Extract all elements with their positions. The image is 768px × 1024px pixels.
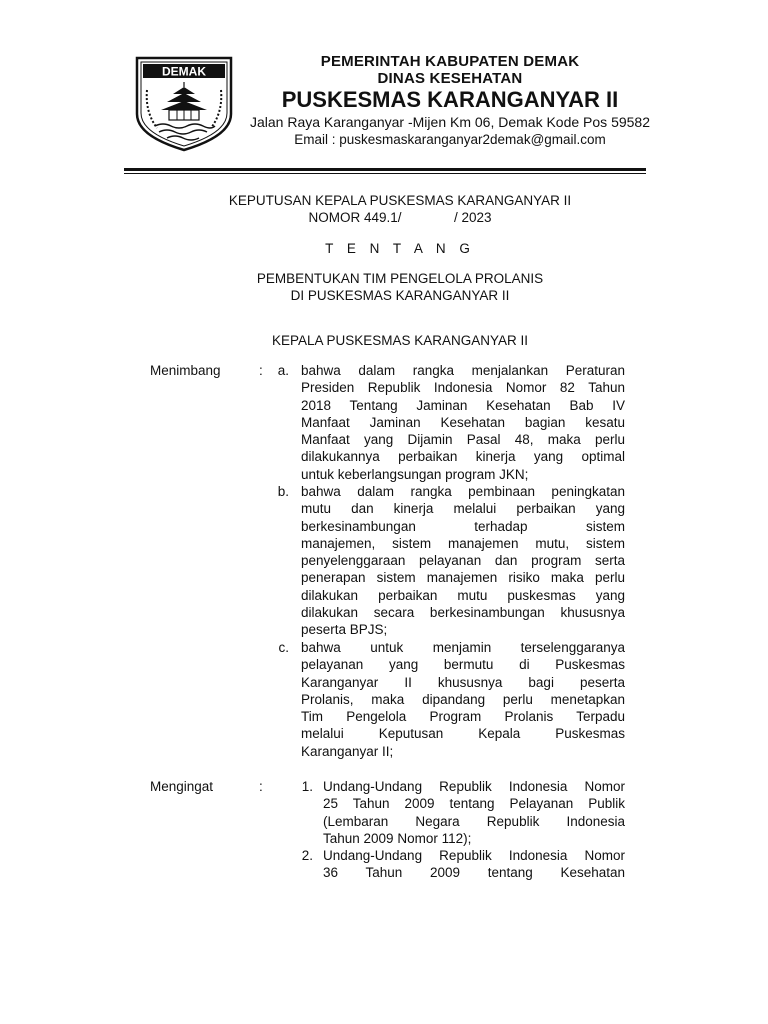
letterhead-rule-thick	[124, 168, 646, 171]
text-line: untuk keberlangsungan program JKN;	[301, 466, 529, 482]
text-line: mutu dan kinerja melalui perbaikan yang	[301, 501, 625, 517]
text-line: penerapan sistem manajemen risiko maka perlu	[301, 570, 625, 586]
text-line: penyelenggaraan pelayanan dan program serta	[301, 553, 625, 569]
text-line: bahwa dalam rangka pembinaan peningkatan	[301, 484, 625, 499]
menimbang-item-c	[301, 639, 625, 760]
mengingat-item-1	[323, 778, 625, 847]
text-line: 36 Tahun 2009 tentang Kesehatan	[323, 865, 625, 881]
decree-subject-line2: DI PUSKESMAS KARANGANYAR II	[290, 288, 510, 303]
menimbang-marker-b: b.	[277, 484, 289, 499]
text-line: Presiden Republik Indonesia Nomor 82 Tahun	[301, 380, 625, 396]
text-line: (Lembaran Negara Republik Indonesia	[323, 813, 625, 829]
decree-title: KEPUTUSAN KEPALA PUSKESMAS KARANGANYAR II	[228, 193, 572, 208]
mengingat-marker-1: 1.	[301, 779, 313, 794]
text-line: bahwa untuk menjamin terselenggaranya	[301, 640, 625, 655]
decree-number: NOMOR 449.1/ / 2023	[308, 210, 492, 225]
letterhead-institution: PUSKESMAS KARANGANYAR II	[281, 87, 619, 112]
mengingat-label: Mengingat	[150, 779, 214, 794]
text-line: dilakukan secara berkesinambungan khususnya	[301, 605, 625, 621]
text-line: Tim Pengelola Program Prolanis Terpadu	[301, 709, 625, 725]
text-line: dilakukannya perbaikan kinerja yang optimal	[301, 449, 625, 465]
letterhead-rule-thin	[124, 173, 646, 174]
text-line: Undang-Undang Republik Indonesia Nomor	[323, 779, 625, 794]
text-line: Manfaat yang Dijamin Pasal 48, maka perlu	[301, 432, 625, 448]
text-line: Karanganyar II;	[301, 743, 394, 759]
letterhead-email: Email : puskesmaskaranganyar2demak@gmail.com	[294, 132, 606, 147]
decree-subject-line1: PEMBENTUKAN TIM PENGELOLA PROLANIS	[256, 271, 544, 286]
menimbang-marker-a: a.	[277, 363, 289, 378]
menimbang-item-b	[301, 483, 625, 639]
emblem-title: DEMAK	[162, 64, 206, 79]
menimbang-label: Menimbang	[150, 363, 221, 378]
text-line: peserta BPJS;	[301, 622, 388, 638]
mengingat-marker-2: 2.	[301, 848, 313, 863]
letterhead-department: DINAS KESEHATAN	[377, 70, 523, 87]
text-line: Karanganyar II khususnya bagi peserta	[301, 674, 625, 690]
demak-regency-emblem	[133, 56, 235, 152]
text-line: 25 Tahun 2009 tentang Pelayanan Publik	[323, 796, 625, 812]
mengingat-item-2	[323, 847, 625, 882]
text-line: berkesinambungan terhadap sistem	[301, 518, 625, 534]
decree-about: T E N T A N G	[325, 241, 475, 256]
text-line: Tahun 2009 Nomor 112);	[323, 830, 472, 846]
text-line: bahwa dalam rangka menjalankan Peraturan	[301, 363, 625, 378]
text-line: dilakukan perbaikan mutu puskesmas yang	[301, 587, 625, 603]
text-line: Undang-Undang Republik Indonesia Nomor	[323, 848, 625, 863]
menimbang-item-a	[301, 362, 625, 483]
letterhead	[232, 53, 668, 148]
text-line: pelayanan yang bermutu di Puskesmas	[301, 657, 625, 673]
text-line: melalui Keputusan Kepala Puskesmas	[301, 726, 625, 742]
menimbang-colon: :	[259, 363, 263, 378]
text-line: Prolanis, maka dipandang perlu menetapkan	[301, 691, 625, 707]
letterhead-government: PEMERINTAH KABUPATEN DEMAK	[320, 53, 580, 70]
menimbang-marker-c: c.	[278, 640, 289, 655]
mengingat-colon: :	[259, 779, 263, 794]
letterhead-address: Jalan Raya Karanganyar -Mijen Km 06, Demak Kode Pos 59582	[250, 114, 650, 130]
text-line: manajemen, sistem manajemen mutu, sistem	[301, 535, 625, 551]
text-line: Manfaat Jaminan Kesehatan bagian kesatu	[301, 414, 625, 430]
text-line: 2018 Tentang Jaminan Kesehatan Bab IV	[301, 397, 625, 413]
decree-official: KEPALA PUSKESMAS KARANGANYAR II	[271, 333, 529, 348]
